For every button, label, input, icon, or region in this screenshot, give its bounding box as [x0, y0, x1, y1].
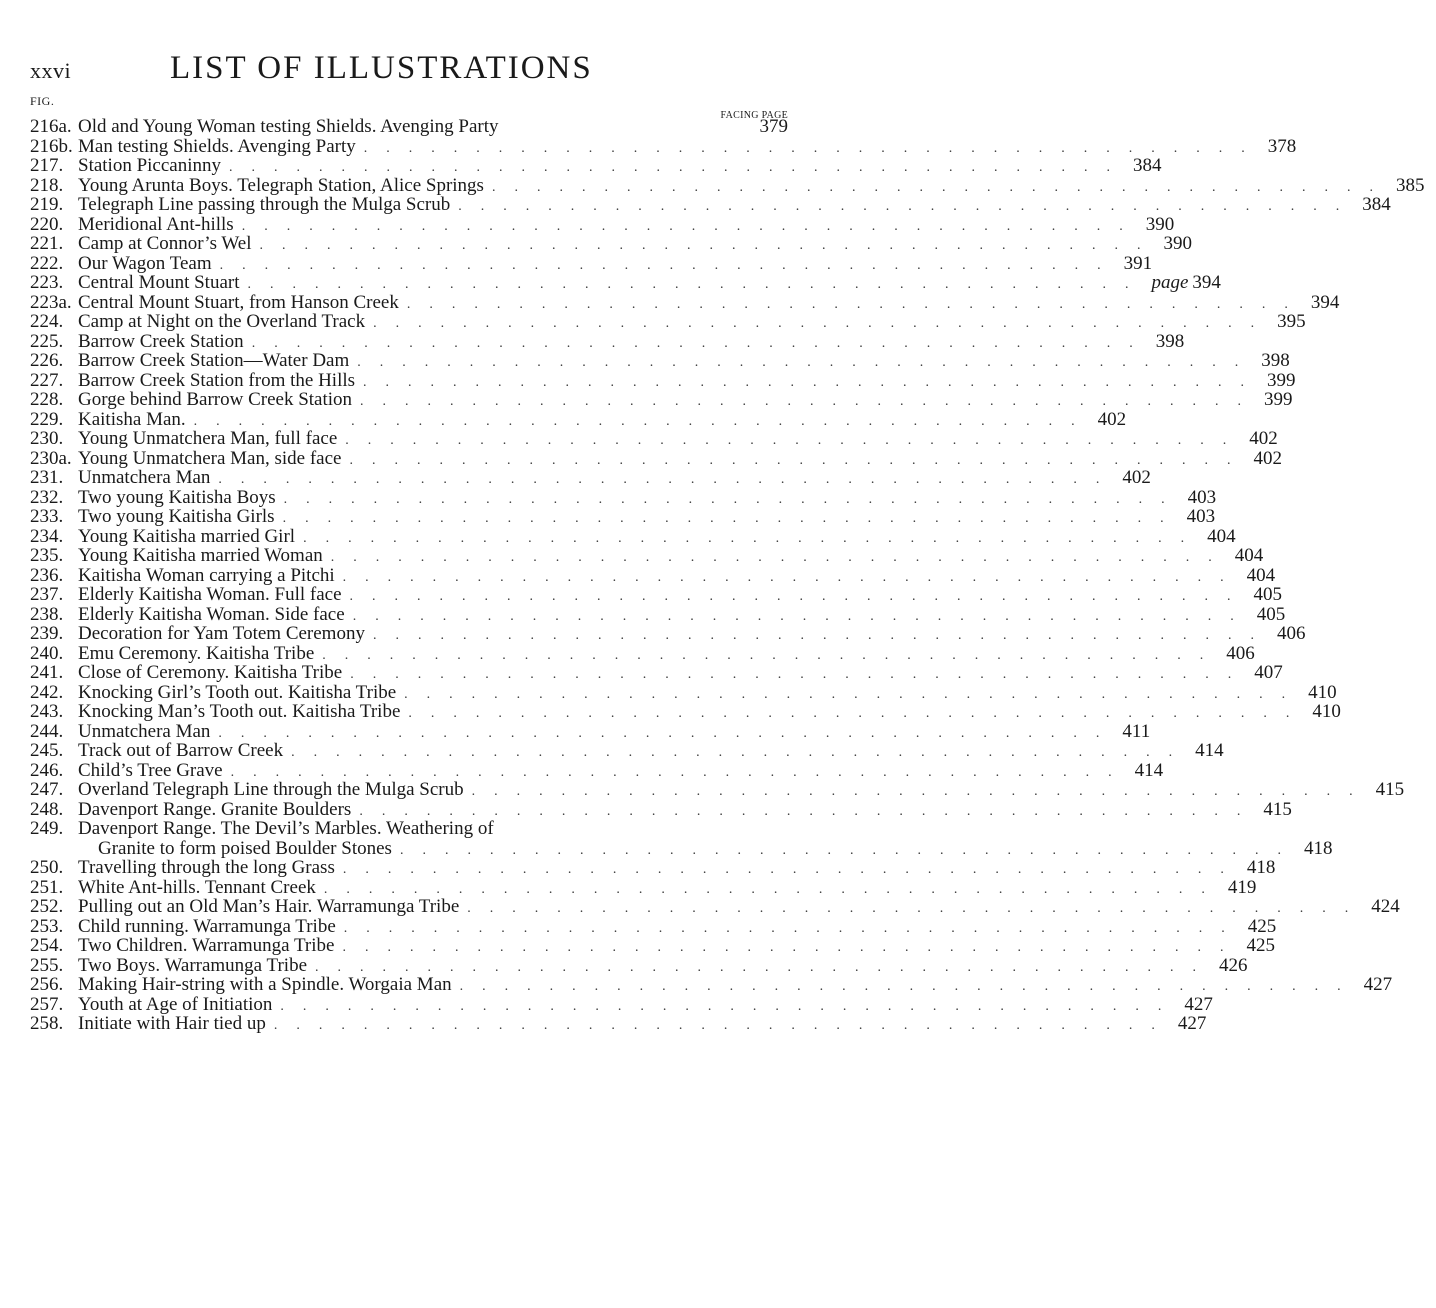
list-item [0, 798, 1292, 820]
dot-leader: ........................................ [345, 433, 1246, 448]
figure-title: Knocking Girl’s Tooth out. Kaitisha Tribe [78, 681, 397, 703]
dot-leader: ........................................ [247, 277, 1148, 292]
page-number-value: 399 [1264, 389, 1293, 410]
dot-leader: ........................................ [322, 647, 1223, 663]
figure-title: Young Unmatchera Man, full face [78, 428, 338, 449]
fig-column-label: FIG. [30, 94, 55, 108]
figure-number: 235. [30, 545, 64, 566]
figure-title: Barrow Creek Station from the Hills [78, 369, 356, 391]
page-number-value: 415 [1263, 798, 1292, 820]
page-reference [1215, 956, 1260, 976]
page-number-value: 418 [1246, 857, 1276, 878]
list-item [0, 993, 1213, 1015]
figure-number: 242. [30, 681, 64, 703]
dot-leader: ........................................ [399, 842, 1300, 858]
figure-number: 246. [30, 759, 64, 781]
figure-number: 250. [30, 857, 64, 878]
figure-number: 237. [30, 584, 64, 605]
figure-number: 245. [30, 740, 64, 761]
figure-title: Elderly Kaitisha Woman. Full face [78, 584, 342, 605]
page-number-value: 390 [1145, 213, 1175, 235]
figure-number: 243. [30, 701, 64, 722]
list-item [0, 408, 1127, 430]
dot-leader: ........................................ [229, 160, 1130, 175]
page-number-value: 402 [1253, 447, 1282, 469]
dot-leader: ........................................ [330, 550, 1231, 565]
figure-title: Close of Ceremony. Kaitisha Tribe [78, 662, 343, 683]
page-reference [1243, 566, 1288, 586]
dot-leader: ........................................ [352, 608, 1253, 624]
list-item [0, 1013, 1207, 1034]
figure-title: Making Hair-string with a Spindle. Worgaia Man [78, 974, 452, 995]
list-item [0, 584, 1283, 605]
dot-leader: ........................................ [357, 355, 1258, 370]
list-item [0, 896, 1400, 917]
list-item [0, 623, 1306, 644]
page-reference [1243, 858, 1288, 878]
list-item [0, 935, 1275, 956]
figure-title: Camp at Night on the Overland Track [78, 311, 366, 332]
page-reference [1231, 546, 1276, 566]
page-number-value: 394 [1192, 272, 1221, 293]
figure-title: Old and Young Woman testing Shields. Avenging Party [78, 116, 499, 137]
figure-title: Child’s Tree Grave [78, 759, 223, 781]
dot-leader: ........................................ [218, 725, 1119, 741]
list-item [0, 428, 1278, 449]
figure-number: 239. [30, 623, 64, 644]
dot-leader: ........................................ [360, 394, 1261, 409]
list-item [0, 876, 1257, 898]
page-reference [1264, 137, 1309, 157]
list-item [0, 720, 1151, 742]
figure-number: 225. [30, 330, 64, 352]
page-reference [1147, 273, 1232, 293]
page-header [0, 0, 800, 121]
figure-title: Two Boys. Warramunga Tribe [78, 954, 308, 976]
dot-leader: ........................................ [363, 374, 1264, 390]
page-reference [1372, 780, 1417, 800]
list-item [0, 272, 1221, 293]
list-item [0, 740, 1224, 761]
page-number-value: 384 [1362, 194, 1391, 215]
dot-leader: ........................................ [283, 491, 1184, 507]
page-reference [1184, 488, 1229, 508]
page-reference [1245, 429, 1290, 449]
figure-title: Station Piccaninny [78, 155, 222, 176]
list-item [0, 954, 1248, 976]
dot-leader: ........................................ [218, 472, 1119, 487]
figure-number: 216b. [30, 135, 73, 157]
list-item [0, 350, 1290, 371]
figure-number: 218. [30, 174, 64, 196]
dot-leader: ........................................ [491, 179, 1392, 195]
figure-number: 236. [30, 564, 64, 586]
page-number-value: 403 [1187, 486, 1217, 508]
page-number-value: 406 [1276, 623, 1306, 644]
figure-title: Gorge behind Barrow Creek Station [78, 389, 353, 410]
dot-leader: ........................................ [193, 413, 1094, 429]
page-number-value: 415 [1375, 779, 1405, 800]
dot-leader: ........................................ [343, 920, 1244, 936]
page-reference [1273, 624, 1318, 644]
dot-leader: ........................................ [406, 296, 1307, 312]
page-number-value: 391 [1123, 252, 1153, 274]
page-number-value: 385 [1395, 174, 1425, 196]
page-number-value: 419 [1227, 876, 1257, 898]
page-number-value: 427 [1363, 974, 1393, 995]
figure-title: Granite to form poised Boulder Stones [98, 837, 392, 859]
page-reference [1244, 917, 1289, 937]
figure-number: 219. [30, 194, 64, 215]
page-number-value: 394 [1310, 291, 1340, 313]
figure-number: 254. [30, 935, 64, 956]
list-item [0, 194, 1391, 215]
dot-leader: ........................................ [251, 335, 1152, 351]
figure-number: 223a. [30, 291, 72, 313]
list-item [0, 135, 1297, 157]
list-item [0, 233, 1193, 254]
list-item [0, 447, 1282, 469]
page-number-value: 426 [1219, 954, 1248, 976]
page-number-value: 405 [1256, 603, 1286, 625]
dot-leader: ........................................ [342, 940, 1243, 955]
figure-number: 228. [30, 389, 64, 410]
page-number-value: 414 [1195, 740, 1224, 761]
figure-number: 241. [30, 662, 64, 683]
page-reference [1253, 605, 1298, 625]
list-item [0, 213, 1175, 235]
list-item [0, 837, 1333, 859]
figure-title: Travelling through the long Grass [78, 857, 335, 878]
facing-page-column-label: FACING PAGE [720, 110, 788, 121]
page-number-value: 427 [1184, 993, 1213, 1015]
page-number-value: 384 [1133, 155, 1162, 176]
figure-title: Knocking Man’s Tooth out. Kaitisha Tribe [78, 701, 401, 722]
figure-title: Kaitisha Man. [78, 408, 186, 430]
figure-title: Kaitisha Woman carrying a Pitchi [78, 564, 335, 586]
figure-number: 231. [30, 467, 64, 488]
page-reference [1392, 176, 1436, 196]
figure-number: 256. [30, 974, 64, 995]
figure-title: Camp at Connor’s Wel [78, 233, 252, 254]
page-reference [1131, 761, 1176, 781]
page-reference [1174, 1014, 1219, 1034]
dot-leader: ........................................ [241, 218, 1142, 234]
page-number-value: 404 [1207, 525, 1236, 547]
page-reference [1191, 741, 1236, 761]
dot-leader: ........................................ [342, 569, 1243, 585]
figure-number: 223. [30, 272, 64, 293]
figure-title: Davenport Range. Granite Boulders [78, 798, 352, 820]
figure-number: 230a. [30, 447, 72, 469]
list-item [0, 330, 1185, 352]
figure-title: Central Mount Stuart, from Hanson Creek [78, 291, 399, 313]
page-reference [1160, 234, 1205, 254]
dot-leader: ........................................ [459, 979, 1360, 994]
dot-leader: ........................................ [342, 862, 1243, 877]
list-item [0, 252, 1153, 274]
list-item [0, 564, 1276, 586]
page-reference [1222, 644, 1267, 664]
list-item [0, 506, 1216, 527]
dot-leader: ........................................ [323, 881, 1224, 897]
list-item [0, 662, 1283, 683]
page-number-value: 418 [1303, 837, 1333, 859]
figure-title: Pulling out an Old Man’s Hair. Warramunga Tribe [78, 896, 460, 917]
figure-number: 226. [30, 350, 64, 371]
list-item [0, 545, 1264, 566]
figure-title: Two young Kaitisha Boys [78, 486, 276, 508]
page-reference [1260, 390, 1305, 410]
page-reference [1118, 722, 1162, 742]
page-number-value: 378 [1267, 135, 1297, 157]
figure-title: Meridional Ant-hills [78, 213, 234, 235]
figure-number: 247. [30, 779, 64, 800]
page-reference [1259, 800, 1304, 820]
page-number: xxvi [30, 58, 72, 83]
dot-leader: ........................................ [363, 140, 1264, 156]
page-reference [1304, 683, 1349, 703]
list-item [0, 857, 1276, 878]
page-reference [1152, 332, 1197, 352]
figure-title: Telegraph Line passing through the Mulga Scrub [78, 194, 451, 215]
page-number-value: 410 [1312, 701, 1341, 722]
figure-title: Barrow Creek Station [78, 330, 244, 352]
dot-leader: ........................................ [373, 316, 1274, 331]
figure-title: Young Unmatchera Man, side face [78, 447, 342, 469]
dot-leader: ........................................ [471, 784, 1372, 799]
figure-title: Davenport Range. The Devil’s Marbles. Weathering of [78, 818, 494, 839]
figure-number: 249. [30, 818, 64, 839]
page-reference [1129, 156, 1174, 176]
list-item [0, 819, 800, 839]
page-reference [1307, 293, 1352, 313]
figure-number: 244. [30, 720, 64, 742]
dot-leader: ........................................ [349, 589, 1250, 604]
figure-number: 222. [30, 252, 64, 274]
page-number-value: 414 [1134, 759, 1164, 781]
page-reference [1142, 215, 1187, 235]
list-item [0, 759, 1164, 781]
page-reference [1203, 527, 1248, 547]
figure-number: 248. [30, 798, 64, 820]
list-item [0, 486, 1217, 508]
figure-title: Barrow Creek Station—Water Dam [78, 350, 350, 371]
page-reference [1120, 254, 1165, 274]
figure-number: 216a. [30, 116, 72, 137]
list-item [0, 389, 1293, 410]
list-item [0, 642, 1255, 664]
page-number-value: 402 [1249, 428, 1278, 449]
figure-title: Two young Kaitisha Girls [78, 506, 275, 527]
list-item [0, 701, 1341, 722]
page-reference [1250, 585, 1295, 605]
dot-leader: ........................................ [315, 959, 1216, 975]
figure-title: Decoration for Yam Totem Ceremony [78, 623, 365, 644]
page-number-value: 406 [1226, 642, 1255, 664]
list-item [0, 291, 1340, 313]
figure-title: Young Kaitisha married Woman [78, 545, 323, 566]
page-number-value: 403 [1186, 506, 1216, 527]
list-item [0, 174, 1425, 196]
page-reference [1118, 468, 1163, 488]
page-reference [1263, 371, 1308, 391]
dot-leader: ........................................ [372, 628, 1273, 643]
dot-leader: ........................................ [230, 764, 1131, 780]
page-number-value: 399 [1267, 369, 1296, 391]
figure-number: 217. [30, 155, 64, 176]
page-number-value: 402 [1097, 408, 1127, 430]
figure-title: Emu Ceremony. Kaitisha Tribe [78, 642, 315, 664]
page-number-value: 425 [1246, 935, 1275, 956]
list-item [0, 311, 1306, 332]
figure-title: Our Wagon Team [78, 252, 212, 274]
page-number-value: 407 [1254, 662, 1283, 683]
figure-title: Elderly Kaitisha Woman. Side face [78, 603, 345, 625]
page-reference [1308, 702, 1353, 722]
figure-title: Initiate with Hair tied up [78, 1013, 266, 1034]
dot-leader: ........................................ [359, 803, 1260, 819]
page-number-value: 410 [1308, 681, 1337, 703]
page-number-value: 427 [1177, 1013, 1207, 1034]
list-item [0, 369, 1296, 391]
figure-title: Young Arunta Boys. Telegraph Station, Alice Springs [78, 174, 484, 196]
dot-leader: ........................................ [273, 1018, 1174, 1033]
figure-number: 258. [30, 1013, 64, 1034]
page-reference [1183, 507, 1228, 527]
dot-leader: ........................................ [349, 452, 1250, 468]
figure-title: Unmatchera Man [78, 720, 211, 742]
page-number-value: 398 [1261, 350, 1290, 371]
page-number-value: 404 [1234, 545, 1264, 566]
figure-title: Track out of Barrow Creek [78, 740, 284, 761]
list-item [0, 525, 1236, 547]
page-reference [1180, 995, 1225, 1015]
figure-number: 230. [30, 428, 64, 449]
figure-number: 234. [30, 525, 64, 547]
figure-title: Two Children. Warramunga Tribe [78, 935, 335, 956]
page-number-value: 411 [1122, 720, 1151, 742]
figure-number: 240. [30, 642, 64, 664]
page-reference [1273, 312, 1318, 332]
list-item [0, 467, 1151, 488]
list-item [0, 155, 1162, 176]
figure-number: 221. [30, 233, 64, 254]
list-item [0, 681, 1337, 703]
figure-number: 253. [30, 915, 64, 937]
figure-title: White Ant-hills. Tennant Creek [78, 876, 316, 898]
page-number-value: 398 [1155, 330, 1185, 352]
dot-leader: ........................................ [467, 901, 1368, 916]
dot-leader: ........................................ [404, 686, 1305, 702]
page-reference [1257, 351, 1302, 371]
page-reference [1242, 936, 1287, 956]
dot-leader: ........................................ [350, 667, 1251, 682]
figure-title: Overland Telegraph Line through the Mulga Scrub [78, 779, 464, 800]
dot-leader: ........................................ [219, 257, 1120, 273]
dot-leader: ........................................ [408, 706, 1309, 721]
figure-number: 227. [30, 369, 64, 391]
dot-leader: ........................................ [303, 530, 1204, 546]
figure-number: 224. [30, 311, 64, 332]
page-reference [1224, 878, 1269, 898]
figure-number: 257. [30, 993, 64, 1015]
page-reference [1249, 449, 1294, 469]
page-reference [756, 117, 801, 137]
dot-leader: ........................................ [282, 511, 1183, 526]
page-number-value: 405 [1253, 584, 1283, 605]
running-title: LIST OF ILLUSTRATIONS [170, 50, 593, 86]
page-reference [1358, 195, 1403, 215]
page-reference [1360, 975, 1405, 995]
page-number-value: 424 [1371, 896, 1400, 917]
figure-title: Youth at Age of Initiation [78, 993, 273, 1015]
figure-number: 232. [30, 486, 64, 508]
figure-number: 220. [30, 213, 64, 235]
list-item [0, 603, 1286, 625]
list-item [0, 974, 1393, 995]
figure-number: 238. [30, 603, 64, 625]
figure-number: 251. [30, 876, 64, 898]
page-number-value: 425 [1247, 915, 1277, 937]
page-reference [1300, 839, 1345, 859]
figure-number: 252. [30, 896, 64, 917]
list-item [0, 779, 1405, 800]
page-reference [1250, 663, 1295, 683]
illustration-list [0, 116, 1425, 1034]
figure-title: Central Mount Stuart [78, 272, 240, 293]
figure-title: Man testing Shields. Avenging Party [78, 135, 356, 157]
figure-number: 233. [30, 506, 64, 527]
list-item [0, 915, 1277, 937]
page-number-value: 395 [1277, 311, 1306, 332]
list-item [0, 117, 800, 137]
figure-title: Young Kaitisha married Girl [78, 525, 296, 547]
page-prefix: page [1151, 272, 1189, 293]
page-number-value: 379 [759, 116, 788, 137]
dot-leader: ........................................ [280, 998, 1181, 1014]
figure-title: Unmatchera Man [78, 467, 211, 488]
page-number-value: 390 [1163, 233, 1193, 254]
dot-leader: ........................................ [458, 199, 1359, 214]
dot-leader: ........................................ [291, 745, 1192, 760]
figure-number: 255. [30, 954, 64, 976]
page-number-value: 402 [1122, 467, 1151, 488]
dot-leader: ........................................ [259, 238, 1160, 253]
page-number-value: 404 [1246, 564, 1276, 586]
page-reference [1094, 410, 1139, 430]
page-reference [1367, 897, 1412, 917]
figure-title: Child running. Warramunga Tribe [78, 915, 336, 937]
figure-number: 229. [30, 408, 64, 430]
